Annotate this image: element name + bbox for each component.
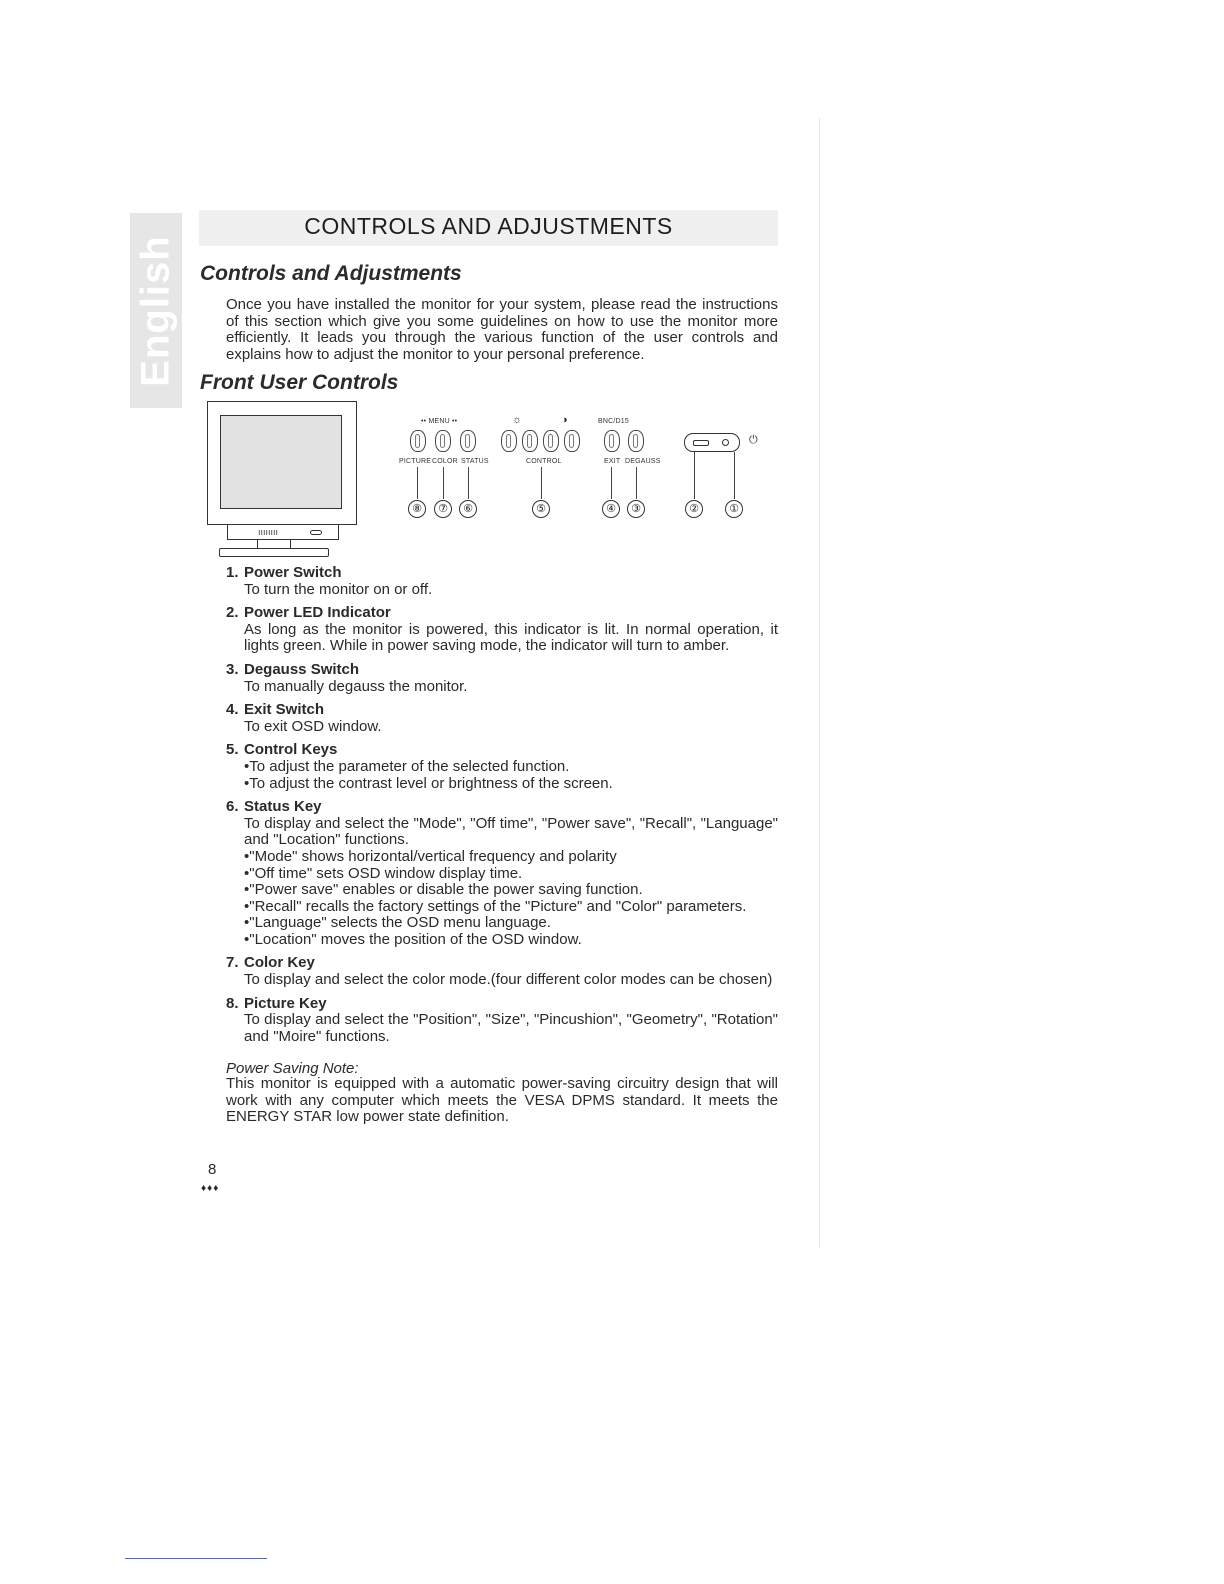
vertical-rule (819, 118, 820, 1248)
item-title: Exit Switch (244, 701, 325, 719)
callout-8: ⑧ (408, 500, 426, 518)
callout-3: ③ (627, 500, 645, 518)
callout-line-3 (636, 467, 637, 499)
control-key-1 (501, 430, 517, 452)
contrast-icon: ◑ (561, 414, 568, 426)
callout-line-7 (443, 467, 444, 499)
list-item (226, 742, 778, 792)
power-led-graphic (722, 439, 729, 446)
control-key-2 (522, 430, 538, 452)
page-title: CONTROLS AND ADJUSTMENTS (304, 213, 673, 239)
side-tab-label: English (133, 234, 178, 387)
degauss-key (628, 430, 644, 452)
power-icon: ⏻ (749, 434, 758, 446)
color-label: COLOR (432, 458, 458, 465)
control-label: CONTROL (526, 458, 562, 465)
item-number: 7. (226, 954, 239, 972)
monitor-frame (207, 401, 357, 525)
item-number: 6. (226, 798, 239, 816)
item-bullet: •To adjust the contrast level or brightness of the screen. (244, 774, 613, 792)
item-bullet: •"Mode" shows horizontal/vertical frequency and polarity (244, 847, 617, 865)
item-bullet: •"Language" selects the OSD menu language. (244, 914, 551, 932)
language-side-tab (130, 213, 182, 408)
monitor-illustration (207, 401, 359, 561)
degauss-label: DEGAUSS (625, 458, 661, 465)
controls-list (226, 565, 778, 1052)
monitor-bezel (227, 525, 339, 540)
item-bullet: •"Recall" recalls the factory settings of the "Picture" and "Color" parameters. (244, 897, 747, 915)
page-number: 8 (208, 1161, 217, 1178)
list-item (226, 955, 778, 988)
item-title: Degauss Switch (244, 660, 360, 678)
status-label: STATUS (461, 458, 489, 465)
bnc-d15-label: BNC/D15 (598, 418, 629, 425)
list-item (226, 702, 778, 735)
item-description: To turn the monitor on or off. (244, 580, 433, 598)
item-title: Color Key (244, 954, 315, 972)
exit-label: EXIT (604, 458, 621, 465)
footer-ornament: ♦♦♦ (201, 1183, 220, 1194)
power-saving-note-title: Power Saving Note: (226, 1060, 359, 1077)
item-number: 2. (226, 604, 239, 622)
callout-line-6 (468, 467, 469, 499)
list-item (226, 605, 778, 655)
callout-1: ① (725, 500, 743, 518)
exit-key (604, 430, 620, 452)
bezel-power-graphic (310, 530, 322, 535)
stand-neck (257, 540, 291, 548)
callout-4: ④ (602, 500, 620, 518)
item-number: 5. (226, 741, 239, 759)
item-description: To display and select the "Position", "Size", "Pincushion", "Geometry", "Rotation" and "Moire" functions. (244, 1011, 778, 1045)
item-title: Control Keys (244, 741, 338, 759)
callout-line-4 (611, 467, 612, 499)
brightness-icon: ☼ (512, 414, 523, 426)
item-description: To manually degauss the monitor. (244, 677, 468, 695)
front-panel-diagram (395, 412, 775, 527)
item-title: Status Key (244, 798, 322, 816)
item-number: 8. (226, 994, 239, 1012)
control-key-4 (564, 430, 580, 452)
monitor-screen (220, 415, 342, 509)
menu-label: •• MENU •• (421, 418, 458, 425)
item-title: Power Switch (244, 564, 342, 581)
title-banner (199, 210, 778, 246)
callout-5: ⑤ (532, 500, 550, 518)
list-item (226, 565, 778, 598)
callout-2: ② (685, 500, 703, 518)
item-title: Picture Key (244, 994, 327, 1012)
callout-7: ⑦ (434, 500, 452, 518)
callout-line-5 (541, 467, 542, 499)
item-bullet: •To adjust the parameter of the selected function. (244, 757, 570, 775)
callout-line-8 (417, 467, 418, 499)
footer-rule (125, 1558, 267, 1559)
list-item (226, 996, 778, 1046)
list-item (226, 662, 778, 695)
intro-paragraph: Once you have installed the monitor for your system, please read the instructions of this section which give you some guidelines on how to use the monitor more efficiently. It leads you through the various function of the user controls and explains how to adjust the monitor to your personal preference. (226, 296, 778, 363)
item-description: To display and select the "Mode", "Off time", "Power save", "Recall", "Language" and "Location" functions. (244, 814, 778, 849)
section-heading: Controls and Adjustments (200, 262, 462, 285)
power-switch-slot (693, 440, 709, 446)
item-title: Power LED Indicator (244, 604, 391, 622)
item-number: 4. (226, 701, 239, 719)
picture-key (410, 430, 426, 452)
callout-line-2 (694, 452, 695, 499)
status-key (460, 430, 476, 452)
front-controls-heading: Front User Controls (200, 371, 399, 394)
item-description: As long as the monitor is powered, this indicator is lit. In normal operation, it lights green. While in power saving mode, the indicator will turn to amber. (244, 620, 778, 655)
list-item (226, 799, 778, 948)
callout-line-1 (734, 452, 735, 499)
control-key-3 (543, 430, 559, 452)
item-number: 1. (226, 564, 239, 581)
button-row-graphic: ıııııııı (258, 527, 279, 537)
item-bullet: •"Power save" enables or disable the power saving function. (244, 881, 643, 899)
item-description: To display and select the color mode.(four different color modes can be chosen) (244, 971, 773, 989)
item-description: To exit OSD window. (244, 717, 382, 735)
item-number: 3. (226, 660, 239, 678)
picture-label: PICTURE (399, 458, 432, 465)
stand-base (219, 548, 329, 557)
power-switch-graphic (684, 433, 740, 452)
power-saving-note-text: This monitor is equipped with a automatic power-saving circuitry design that will work with any computer which meets the VESA DPMS standard. It meets the ENERGY STAR low power state definition. (226, 1075, 778, 1126)
callout-6: ⑥ (459, 500, 477, 518)
item-bullet: •"Off time" sets OSD window display time. (244, 864, 523, 882)
item-bullet: •"Location" moves the position of the OSD window. (244, 930, 582, 948)
color-key (435, 430, 451, 452)
